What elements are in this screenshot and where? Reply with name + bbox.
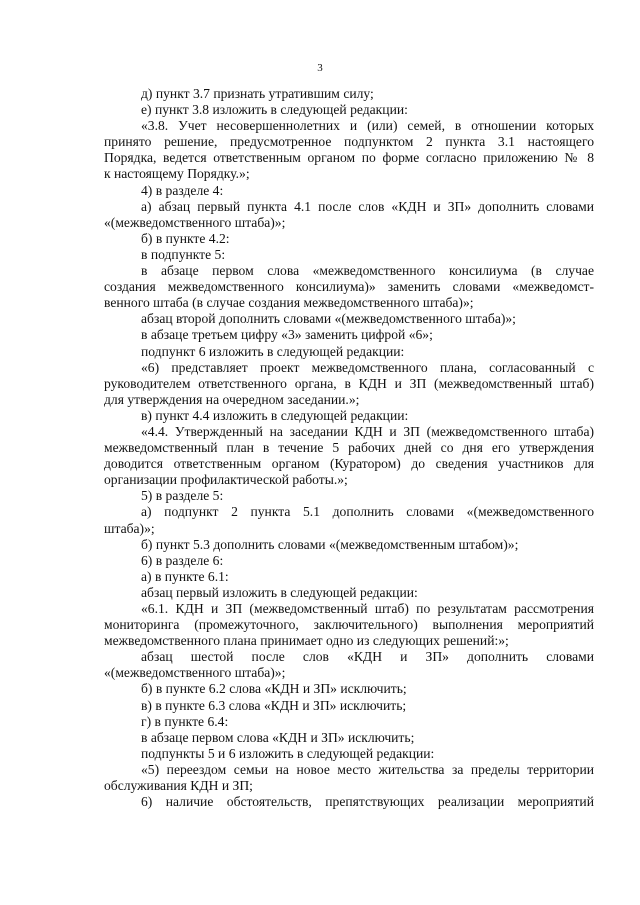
text-line: 4) в разделе 4: [141, 182, 224, 198]
text-line: в) пункт 4.4 изложить в следующей редакции: [141, 407, 409, 423]
text-line: е) пункт 3.8 изложить в следующей редакции: [141, 102, 408, 118]
text-line: Порядка, ведется ответственным органом по форме согласно приложению № 8 [104, 150, 594, 166]
text-line: а) в пункте 6.1: [141, 568, 229, 584]
text-line: а) подпункт 2 пункта 5.1 дополнить словами «(межведомственного [141, 504, 594, 520]
text-line: «(межведомственного штаба)»; [104, 665, 286, 681]
text-line: а) абзац первый пункта 4.1 после слов «КДН и ЗП» дополнить словами [141, 198, 594, 214]
text-line: «6) представляет проект межведомственного плана, согласованный с [141, 359, 594, 375]
text-line: «5) переездом семьи на новое место жительства за пределы территории [141, 761, 594, 777]
text-line: в) в пункте 6.3 слова «КДН и ЗП» исключить; [141, 697, 407, 713]
text-line: б) в пункте 6.2 слова «КДН и ЗП» исключить; [141, 681, 407, 697]
text-line: венного штаба (в случае создания межведомственного штаба)»; [104, 295, 474, 311]
text-line: межведомственного плана принимает одно из следующих решений:»; [104, 633, 509, 649]
text-line: б) в пункте 4.2: [141, 230, 230, 246]
text-line: г) в пункте 6.4: [141, 713, 229, 729]
text-line: в подпункте 5: [141, 246, 226, 262]
text-line: б) пункт 5.3 дополнить словами «(межведомственным штабом)»; [141, 536, 519, 552]
text-line: штаба)»; [104, 520, 155, 536]
text-line: в абзаце третьем цифру «3» заменить цифрой «6»; [141, 327, 433, 343]
text-line: подпункт 6 изложить в следующей редакции: [141, 343, 405, 359]
text-line: для утверждения на очередном заседании.»; [104, 391, 360, 407]
text-line: 5) в разделе 5: [141, 488, 224, 504]
text-line: принято решение, предусмотренное подпунктом 2 пункта 3.1 настоящего [104, 134, 594, 150]
text-line: абзац шестой после слов «КДН и ЗП» дополнить словами [141, 649, 594, 665]
text-line: д) пункт 3.7 признать утратившим силу; [141, 86, 374, 101]
text-line: абзац первый изложить в следующей редакции: [141, 584, 418, 600]
page-number: 3 [317, 62, 323, 74]
text-line: в абзаце первом слова «КДН и ЗП» исключить; [141, 729, 415, 745]
text-line: доводится ответственным органом (Куратором) до сведения участников для [104, 456, 594, 472]
text-line: межведомственный план в течение 5 рабочих дней со дня его утверждения [104, 440, 594, 456]
text-line: мониторинга (промежуточного, заключительного) выполнения мероприятий [104, 617, 594, 633]
text-line: организации профилактической работы.»; [104, 472, 348, 488]
text-line: руководителем ответственного органа, в КДН и ЗП (межведомственный штаб) [104, 375, 594, 391]
text-line: «6.1. КДН и ЗП (межведомственный штаб) по результатам рассмотрения [141, 601, 594, 616]
text-line: «4.4. Утвержденный на заседании КДН и ЗП (межведомственного штаба) [141, 423, 594, 439]
text-line: к настоящему Порядку.»; [104, 166, 250, 182]
document-body [104, 86, 594, 810]
text-line: «(межведомственного штаба)»; [104, 214, 286, 230]
text-line: создания межведомственного консилиума)» заменить словами «межведомст- [104, 279, 594, 295]
text-line: 6) наличие обстоятельств, препятствующих реализации мероприятий [141, 794, 594, 810]
text-line: «3.8. Учет несовершеннолетних и (или) семей, в отношении которых [141, 118, 594, 134]
text-line: 6) в разделе 6: [141, 552, 224, 568]
text-line: абзац второй дополнить словами «(межведомственного штаба)»; [141, 311, 516, 327]
text-line: подпункты 5 и 6 изложить в следующей редакции: [141, 745, 435, 761]
text-line: обслуживания КДН и ЗП; [104, 778, 253, 794]
text-line: в абзаце первом слова «межведомственного консилиума (в случае [141, 263, 594, 279]
